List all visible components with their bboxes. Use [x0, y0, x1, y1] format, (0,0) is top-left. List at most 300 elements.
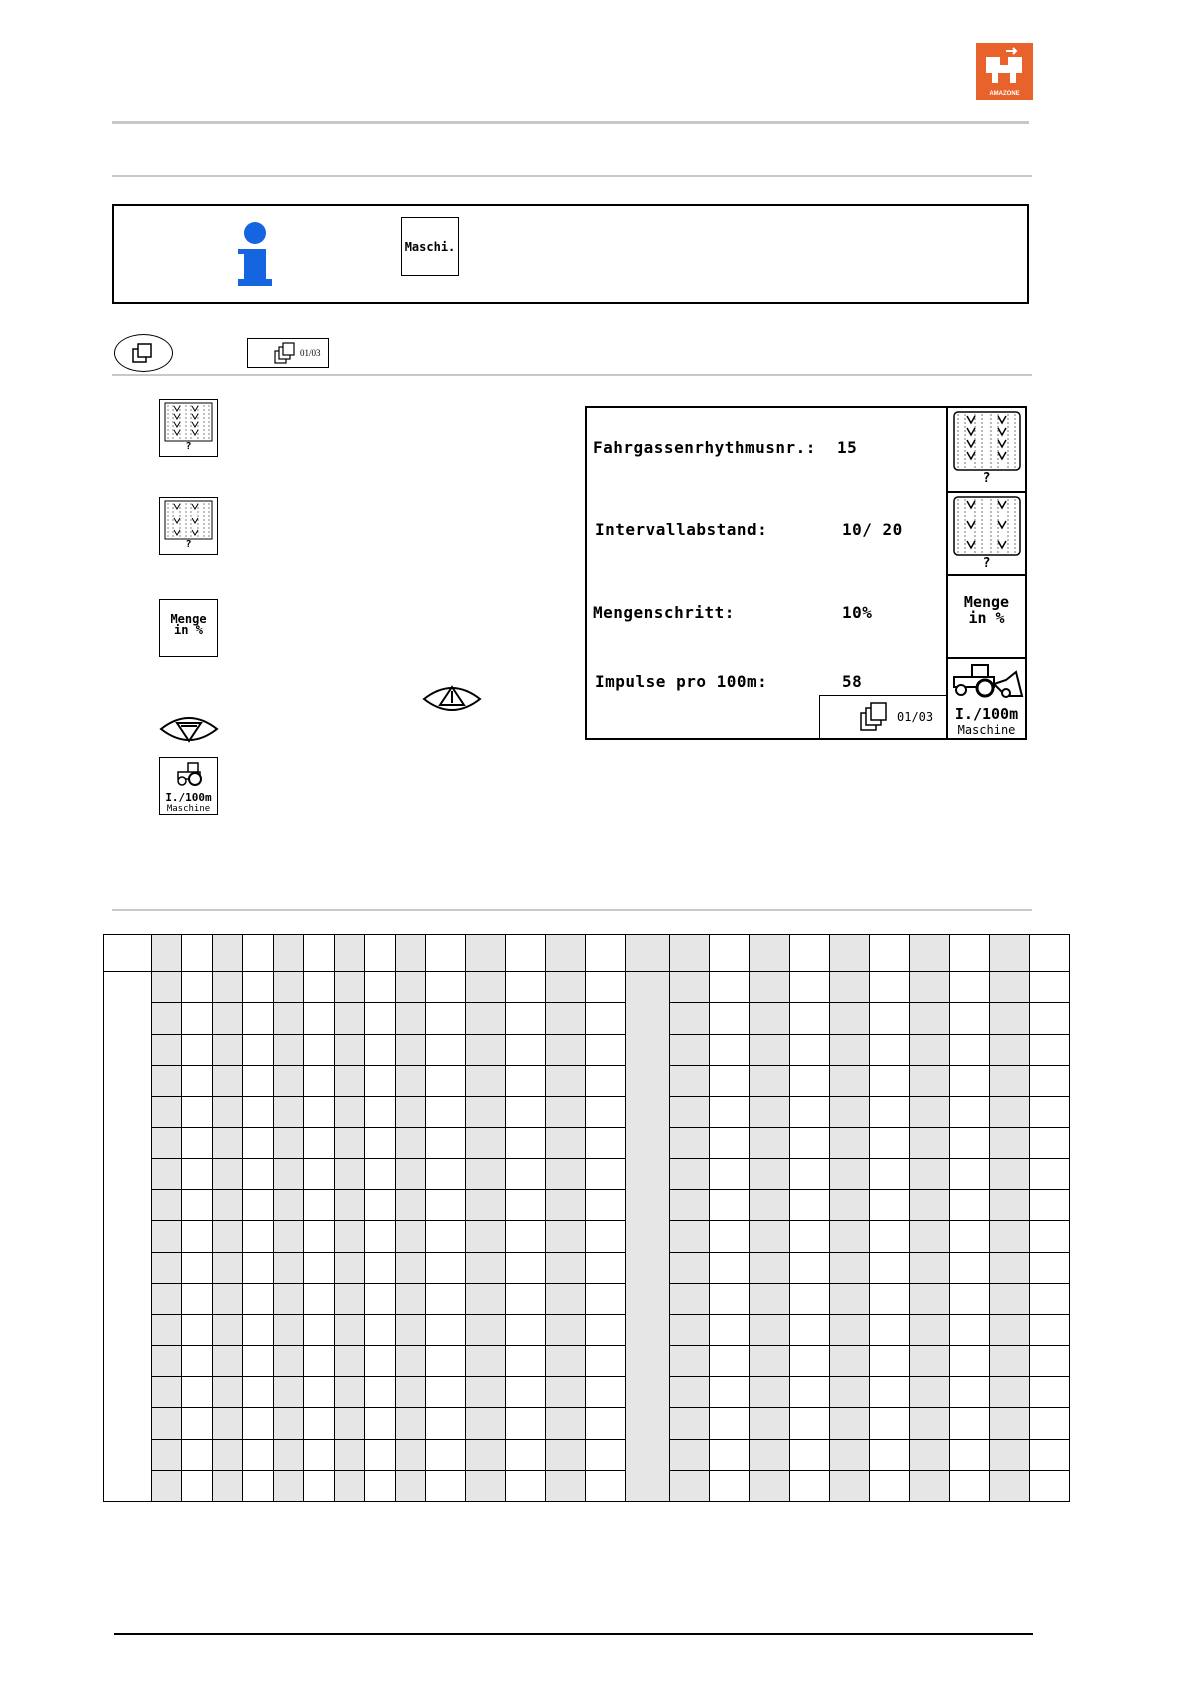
table-cell	[710, 1034, 750, 1065]
table-cell	[990, 972, 1030, 1003]
table-cell	[830, 1439, 870, 1470]
table-cell	[213, 1159, 243, 1190]
table-cell	[950, 1190, 990, 1221]
table-cell	[213, 935, 243, 972]
table-cell	[586, 1190, 626, 1221]
table-cell	[870, 1065, 910, 1096]
table-cell	[546, 1439, 586, 1470]
table-cell	[990, 1221, 1030, 1252]
header-rule	[112, 121, 1029, 124]
table-cell	[182, 1470, 213, 1501]
table-cell	[950, 1314, 990, 1345]
table-cell	[396, 1439, 426, 1470]
table-cell	[304, 935, 335, 972]
table-cell	[950, 1252, 990, 1283]
screen-row-value[interactable]: 58	[842, 672, 863, 691]
table-cell	[426, 1408, 466, 1439]
table-cell	[990, 935, 1030, 972]
table-cell	[546, 1159, 586, 1190]
amazone-logo-icon	[976, 43, 1033, 100]
table-cell	[426, 1159, 466, 1190]
table-cell	[790, 1065, 830, 1096]
table-cell	[426, 1346, 466, 1377]
table-cell	[335, 1127, 365, 1158]
table-cell	[243, 1065, 274, 1096]
screen-row-label: Fahrgassenrhythmusnr.:	[593, 438, 816, 457]
table-cell	[546, 1346, 586, 1377]
table-cell	[990, 1408, 1030, 1439]
table-cell	[1030, 1377, 1070, 1408]
table-row	[104, 1377, 1070, 1408]
table-cell	[750, 1377, 790, 1408]
table-cell	[950, 1221, 990, 1252]
table-cell	[304, 1034, 335, 1065]
table-cell	[870, 1221, 910, 1252]
table-cell	[466, 1034, 506, 1065]
table-cell	[152, 1159, 182, 1190]
table-cell	[213, 1283, 243, 1314]
table-cell	[274, 1408, 304, 1439]
table-cell	[274, 1283, 304, 1314]
table-cell	[990, 1190, 1030, 1221]
table-cell	[506, 1159, 546, 1190]
table-row	[104, 1034, 1070, 1065]
table-cell	[466, 1190, 506, 1221]
decrease-arrow-icon	[159, 713, 219, 745]
section-rule	[112, 909, 1032, 911]
table-row	[104, 1346, 1070, 1377]
table-cell	[546, 1252, 586, 1283]
table-cell	[710, 1127, 750, 1158]
table-cell	[396, 972, 426, 1003]
table-cell	[670, 1346, 710, 1377]
table-cell	[1030, 1159, 1070, 1190]
table-cell	[506, 1127, 546, 1158]
table-cell	[710, 1439, 750, 1470]
table-cell	[670, 1221, 710, 1252]
table-cell	[670, 1003, 710, 1034]
softkey-quantity-percent[interactable]: Menge in %	[946, 574, 1025, 657]
table-cell	[243, 1408, 274, 1439]
table-cell	[152, 1377, 182, 1408]
table-header-row	[104, 935, 1070, 972]
table-cell	[506, 1003, 546, 1034]
table-cell	[213, 1346, 243, 1377]
table-cell	[182, 1377, 213, 1408]
quantity-percent-key[interactable]: Menge in %	[159, 599, 218, 657]
table-cell	[304, 1439, 335, 1470]
table-cell	[466, 1096, 506, 1127]
table-cell	[213, 1003, 243, 1034]
table-cell	[426, 1252, 466, 1283]
table-row	[104, 1127, 1070, 1158]
table-cell	[790, 1439, 830, 1470]
table-cell	[910, 1003, 950, 1034]
table-cell	[586, 1439, 626, 1470]
table-cell	[910, 1065, 950, 1096]
table-cell	[670, 1283, 710, 1314]
table-cell	[274, 1096, 304, 1127]
table-cell	[426, 972, 466, 1003]
table-cell	[870, 1003, 910, 1034]
table-cell	[790, 1159, 830, 1190]
table-cell	[750, 1003, 790, 1034]
table-cell	[830, 1252, 870, 1283]
table-cell	[152, 1439, 182, 1470]
table-cell	[546, 1314, 586, 1345]
table-cell	[546, 935, 586, 972]
table-cell	[790, 1346, 830, 1377]
table-cell	[586, 1127, 626, 1158]
table-cell	[546, 1096, 586, 1127]
table-cell	[365, 1252, 396, 1283]
page-switch-icon	[858, 700, 892, 734]
table-cell	[243, 1252, 274, 1283]
table-cell	[274, 972, 304, 1003]
table-cell	[426, 1283, 466, 1314]
table-cell	[396, 1065, 426, 1096]
table-cell	[910, 1439, 950, 1470]
table-cell	[506, 1283, 546, 1314]
table-cell	[335, 1283, 365, 1314]
table-cell	[990, 1252, 1030, 1283]
table-cell	[546, 1065, 586, 1096]
table-cell	[950, 1034, 990, 1065]
table-cell	[830, 1034, 870, 1065]
table-cell	[182, 1346, 213, 1377]
table-cell	[426, 1221, 466, 1252]
table-cell	[506, 935, 546, 972]
table-cell	[335, 1190, 365, 1221]
table-cell	[870, 1470, 910, 1501]
table-cell	[274, 1377, 304, 1408]
table-cell	[466, 1377, 506, 1408]
table-cell	[830, 1159, 870, 1190]
table-cell	[152, 1096, 182, 1127]
table-cell	[910, 1408, 950, 1439]
table-cell	[426, 1377, 466, 1408]
table-cell	[830, 1408, 870, 1439]
page-number: 01/03	[300, 348, 321, 358]
table-cell	[950, 972, 990, 1003]
table-cell	[335, 1034, 365, 1065]
table-cell	[546, 1221, 586, 1252]
table-cell	[182, 1127, 213, 1158]
table-cell	[830, 1470, 870, 1501]
page-indicator-key[interactable]	[247, 338, 329, 368]
table-cell	[335, 1221, 365, 1252]
table-cell	[426, 1034, 466, 1065]
table-cell	[586, 1408, 626, 1439]
table-cell	[670, 1127, 710, 1158]
table-cell	[335, 1159, 365, 1190]
table-cell	[365, 1283, 396, 1314]
softkey-impulse-calibration[interactable]: I./100m Maschine	[946, 657, 1025, 738]
table-row	[104, 1470, 1070, 1501]
table-cell	[335, 972, 365, 1003]
tramline-rhythm-key[interactable]: ?	[159, 399, 218, 457]
table-cell	[152, 1283, 182, 1314]
table-cell	[546, 1034, 586, 1065]
table-cell	[670, 935, 710, 972]
table-cell	[426, 1096, 466, 1127]
table-cell	[182, 1190, 213, 1221]
table-cell	[506, 1439, 546, 1470]
table-cell	[213, 1127, 243, 1158]
section-rule	[112, 374, 1032, 376]
table-cell	[365, 1314, 396, 1345]
table-cell	[910, 1127, 950, 1158]
table-cell	[152, 1346, 182, 1377]
table-cell	[710, 1190, 750, 1221]
table-cell	[152, 935, 182, 972]
table-cell	[586, 1314, 626, 1345]
table-cell	[304, 972, 335, 1003]
table-cell	[670, 1439, 710, 1470]
table-cell	[213, 1252, 243, 1283]
table-cell	[274, 1003, 304, 1034]
table-cell	[335, 935, 365, 972]
table-cell	[243, 1159, 274, 1190]
table-cell	[304, 1127, 335, 1158]
table-cell	[750, 1314, 790, 1345]
table-cell	[870, 1439, 910, 1470]
table-cell	[910, 1314, 950, 1345]
table-cell	[304, 1190, 335, 1221]
screen-page-number: 01/03	[897, 710, 934, 724]
table-cell	[182, 1065, 213, 1096]
table-cell	[396, 1127, 426, 1158]
table-cell	[670, 1034, 710, 1065]
table-cell	[466, 1127, 506, 1158]
table-cell	[335, 1346, 365, 1377]
table-cell	[870, 1377, 910, 1408]
table-row	[104, 1408, 1070, 1439]
table-cell	[243, 1439, 274, 1470]
table-cell	[750, 1346, 790, 1377]
table-cell	[670, 1314, 710, 1345]
table-cell	[910, 1470, 950, 1501]
table-cell	[990, 1065, 1030, 1096]
table-cell	[152, 1221, 182, 1252]
table-cell	[243, 1346, 274, 1377]
table-cell	[182, 1159, 213, 1190]
tractor-icon	[950, 662, 1024, 700]
maschi-key[interactable]: Maschi.	[401, 217, 459, 276]
table-cell	[304, 1003, 335, 1034]
table-cell	[396, 1283, 426, 1314]
table-cell	[335, 1065, 365, 1096]
table-cell	[335, 1314, 365, 1345]
table-cell	[950, 935, 990, 972]
table-cell	[1030, 1252, 1070, 1283]
screen-row-value[interactable]: 15	[837, 438, 858, 457]
table-cell	[1030, 1034, 1070, 1065]
table-cell	[182, 1221, 213, 1252]
table-cell	[870, 1127, 910, 1158]
table-cell	[182, 972, 213, 1003]
table-cell	[182, 1003, 213, 1034]
table-cell	[910, 1190, 950, 1221]
table-cell	[750, 1190, 790, 1221]
table-cell	[466, 1408, 506, 1439]
table-cell	[335, 1439, 365, 1470]
table-cell	[790, 1377, 830, 1408]
table-cell	[365, 1377, 396, 1408]
tramline-rhythm-icon	[160, 400, 217, 444]
table-cell	[152, 1408, 182, 1439]
table-cell	[910, 1096, 950, 1127]
table-cell	[466, 1065, 506, 1096]
table-cell	[990, 1346, 1030, 1377]
table-cell	[870, 1283, 910, 1314]
table-cell	[750, 1470, 790, 1501]
table-cell	[790, 1314, 830, 1345]
screen-page-indicator[interactable]	[819, 695, 947, 739]
table-cell	[304, 1096, 335, 1127]
table-cell	[396, 1190, 426, 1221]
table-cell	[750, 1096, 790, 1127]
section-rule	[112, 175, 1032, 177]
table-cell	[466, 1159, 506, 1190]
table-cell	[750, 1034, 790, 1065]
table-cell	[710, 1221, 750, 1252]
table-cell	[152, 1190, 182, 1221]
table-cell	[586, 1096, 626, 1127]
table-cell	[586, 1003, 626, 1034]
table-row	[104, 1096, 1070, 1127]
table-cell	[586, 935, 626, 972]
table-cell	[304, 1159, 335, 1190]
increase-arrow-key[interactable]	[422, 683, 482, 715]
table-cell	[365, 1470, 396, 1501]
table-cell	[152, 1252, 182, 1283]
table-cell	[213, 1314, 243, 1345]
table-cell	[586, 1346, 626, 1377]
table-cell	[546, 1127, 586, 1158]
table-cell	[396, 1314, 426, 1345]
table-cell	[243, 1034, 274, 1065]
table-cell	[213, 1096, 243, 1127]
table-cell	[365, 1003, 396, 1034]
table-cell	[950, 1283, 990, 1314]
table-cell	[152, 1127, 182, 1158]
table-cell	[274, 1159, 304, 1190]
table-cell	[670, 1096, 710, 1127]
table-cell	[990, 1283, 1030, 1314]
increase-arrow-icon	[422, 683, 482, 715]
table-cell	[870, 1159, 910, 1190]
table-cell	[335, 1377, 365, 1408]
softkey-tramline-rhythm[interactable]: ?	[946, 408, 1025, 491]
table-cell	[466, 1346, 506, 1377]
table-cell	[506, 1408, 546, 1439]
table-cell	[950, 1127, 990, 1158]
screen-row-label: Mengenschritt:	[593, 603, 735, 622]
table-cell	[365, 1065, 396, 1096]
table-cell	[830, 1127, 870, 1158]
table-cell	[950, 1096, 990, 1127]
table-cell	[335, 1470, 365, 1501]
table-cell	[1030, 1127, 1070, 1158]
table-cell	[396, 1346, 426, 1377]
tramline-rhythm-icon	[948, 408, 1025, 474]
table-cell	[506, 1252, 546, 1283]
table-cell	[1030, 1346, 1070, 1377]
table-cell	[182, 1252, 213, 1283]
screen-row-value[interactable]: 10%	[842, 603, 873, 622]
table-cell	[152, 1470, 182, 1501]
table-cell	[710, 1470, 750, 1501]
table-cell	[546, 1283, 586, 1314]
table-cell	[586, 1377, 626, 1408]
table-cell	[243, 1314, 274, 1345]
table-cell	[466, 1221, 506, 1252]
table-cell	[950, 1439, 990, 1470]
table-cell	[274, 935, 304, 972]
table-row	[104, 1159, 1070, 1190]
table-cell	[670, 1408, 710, 1439]
table-cell	[274, 1034, 304, 1065]
table-cell	[365, 1346, 396, 1377]
table-cell	[710, 1283, 750, 1314]
table-cell	[213, 1439, 243, 1470]
table-cell	[546, 1190, 586, 1221]
table-cell	[182, 935, 213, 972]
table-cell	[152, 972, 182, 1003]
table-cell	[546, 1003, 586, 1034]
table-cell	[152, 1314, 182, 1345]
table-cell	[243, 1377, 274, 1408]
table-cell	[750, 1065, 790, 1096]
table-cell	[870, 1190, 910, 1221]
impulse-calibration-key[interactable]: I./100m Maschine	[159, 757, 218, 815]
table-cell	[466, 1003, 506, 1034]
page-switch-key[interactable]	[114, 334, 173, 372]
table-cell	[830, 935, 870, 972]
table-cell	[950, 1346, 990, 1377]
table-cell	[152, 1003, 182, 1034]
table-cell	[670, 1159, 710, 1190]
table-cell	[152, 1065, 182, 1096]
table-cell	[335, 1252, 365, 1283]
table-cell	[910, 1283, 950, 1314]
table-cell	[365, 1096, 396, 1127]
table-cell	[710, 1003, 750, 1034]
table-cell	[213, 1034, 243, 1065]
table-row	[104, 972, 1070, 1003]
table-cell	[213, 1377, 243, 1408]
table-cell	[426, 1065, 466, 1096]
table-cell	[586, 1470, 626, 1501]
table-cell	[243, 1096, 274, 1127]
table-cell	[790, 1190, 830, 1221]
table-cell	[750, 1127, 790, 1158]
softkey-tramline-interval[interactable]: ?	[946, 491, 1025, 574]
table-cell	[910, 1377, 950, 1408]
tramline-interval-key[interactable]: ?	[159, 497, 218, 555]
table-cell	[426, 1470, 466, 1501]
table-cell	[830, 1003, 870, 1034]
decrease-arrow-key[interactable]	[159, 713, 219, 745]
table-cell	[870, 1408, 910, 1439]
table-cell	[950, 1377, 990, 1408]
table-cell	[466, 1439, 506, 1470]
table-cell	[710, 1159, 750, 1190]
table-cell	[506, 972, 546, 1003]
screen-row-value[interactable]: 10/ 20	[842, 520, 903, 539]
table-cell	[750, 1221, 790, 1252]
